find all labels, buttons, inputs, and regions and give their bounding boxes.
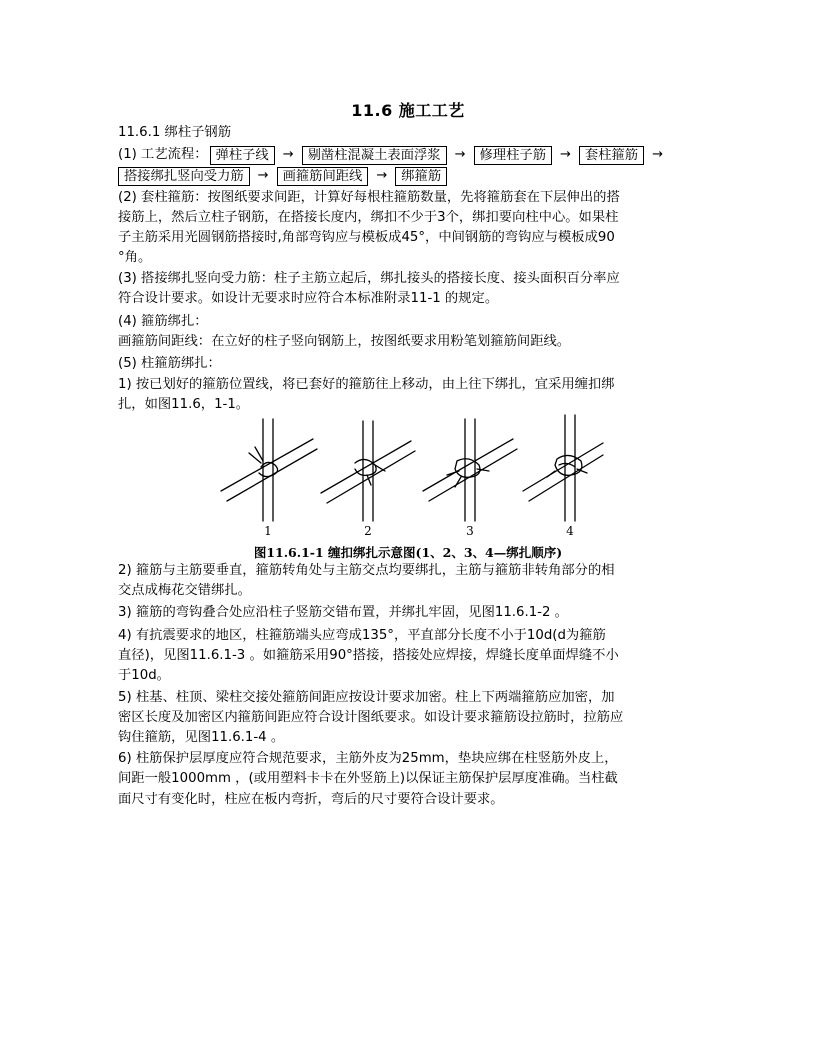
paragraph-line: 画箍筋间距线：在立好的柱子竖向钢筋上，按图纸要求用粉笔划箍筋间距线。 xyxy=(118,334,571,349)
flow-step-3: 修理柱子筋 xyxy=(474,146,552,165)
paragraph-line: (2) 套柱箍筋：按图纸要求间距，计算好每根柱箍筋数量，先将箍筋套在下层伸出的搭 xyxy=(118,190,620,205)
flow-step-7: 绑箍筋 xyxy=(395,167,447,186)
paragraph-line: 扎，如图11.6，1-1。 xyxy=(118,397,250,412)
figure-label-3: 3 xyxy=(466,524,474,538)
right-arrow-icon: → xyxy=(454,147,466,162)
flow-step-2: 剔凿柱混凝土表面浮浆 xyxy=(302,146,447,165)
paragraph-line: 面尺寸有变化时，柱应在板内弯折，弯后的尺寸要符合设计要求。 xyxy=(118,792,504,807)
tie-step-1-illustration xyxy=(221,419,317,521)
paragraph-line: °角。 xyxy=(118,250,152,265)
right-arrow-icon: → xyxy=(560,147,571,162)
paragraph-line: 接筋上，然后立柱子钢筋，在搭接长度内，绑扣不少于3个，绑扣要向柱中心。如果柱 xyxy=(118,210,619,225)
figure-label-1: 1 xyxy=(264,524,272,538)
tie-step-3-illustration xyxy=(423,419,517,521)
flow-step-1: 弹柱子线 xyxy=(210,146,275,165)
tie-step-4-illustration xyxy=(523,415,603,521)
paragraph-line: 间距一般1000mm ，(或用塑料卡卡在外竖筋上)以保证主筋保护层厚度准确。当柱截 xyxy=(118,771,618,786)
paragraph-line: 于10d。 xyxy=(118,668,170,683)
paragraph-line: (5) 柱箍筋绑扎： xyxy=(118,356,221,371)
paragraph-line: 3) 箍筋的弯钩叠合处应沿柱子竖筋交错布置，并绑扎牢固，见图11.6.1-2 。 xyxy=(118,605,568,620)
paragraph-line: 1) 按已划好的箍筋位置线，将已套好的箍筋往上移动，由上往下绑扎，宜采用缠扣绑 xyxy=(118,377,615,392)
flow-step-5: 搭接绑扎竖向受力筋 xyxy=(118,167,250,186)
flow-step-4: 套柱箍筋 xyxy=(579,146,644,165)
paragraph-line: 直径)，见图11.6.1-3 。如箍筋采用90°搭接，搭接处应焊接，焊缝长度单面焊缝不小 xyxy=(118,648,619,663)
right-arrow-icon: → xyxy=(652,147,663,162)
paragraph-line: (4) 箍筋绑扎： xyxy=(118,314,208,329)
paragraph-line: 交点成梅花交错绑扎。 xyxy=(118,583,251,598)
tie-sequence-figure xyxy=(215,413,605,541)
section-heading: 11.6.1 绑柱子钢筋 xyxy=(118,125,232,140)
figure-caption: 图11.6.1-1 缠扣绑扎示意图(1、2、3、4—绑扎顺序) xyxy=(253,545,563,560)
paragraph-line: 4) 有抗震要求的地区，柱箍筋端头应弯成135°，平直部分长度不小于10d(d为箍筋 xyxy=(118,628,606,643)
figure-label-4: 4 xyxy=(566,524,574,538)
right-arrow-icon: → xyxy=(257,168,269,183)
right-arrow-icon: → xyxy=(376,168,388,183)
paragraph-line: 5) 柱基、柱顶、梁柱交接处箍筋间距应按设计要求加密。柱上下两端箍筋应加密，加 xyxy=(118,690,615,705)
paragraph-line: (3) 搭接绑扎竖向受力筋：柱子主筋立起后，绑扎接头的搭接长度、接头面积百分率应 xyxy=(118,271,620,286)
figure-label-2: 2 xyxy=(364,524,372,538)
right-arrow-icon: → xyxy=(282,147,294,162)
flow-step-6: 画箍筋间距线 xyxy=(277,167,369,186)
paragraph-line: 钩住箍筋，见图11.6.1-4 。 xyxy=(118,730,285,745)
paragraph-line: 6) 柱筋保护层厚度应符合规范要求，主筋外皮为25mm，垫块应绑在柱竖筋外皮上， xyxy=(118,751,618,766)
process-flow-row-2 xyxy=(118,166,449,186)
page-title: 11.6 施工工艺 xyxy=(351,101,465,120)
paragraph-line: 密区长度及加密区内箍筋间距应符合设计图纸要求。如设计要求箍筋设拉筋时，拉筋应 xyxy=(118,710,624,725)
process-flow-row-1 xyxy=(118,145,669,165)
tie-step-2-illustration xyxy=(321,421,415,521)
paragraph-line: 子主筋采用光圆钢筋搭接时,角部弯钩应与模板成45°，中间钢筋的弯钩应与模板成90 xyxy=(118,230,615,245)
paragraph-line: 符合设计要求。如设计无要求时应符合本标准附录11-1 的规定。 xyxy=(118,291,499,306)
paragraph-line: 2) 箍筋与主筋要垂直，箍筋转角处与主筋交点均要绑扎，主筋与箍筋非转角部分的相 xyxy=(118,563,615,578)
flow-prefix: (1) 工艺流程： xyxy=(118,147,208,162)
